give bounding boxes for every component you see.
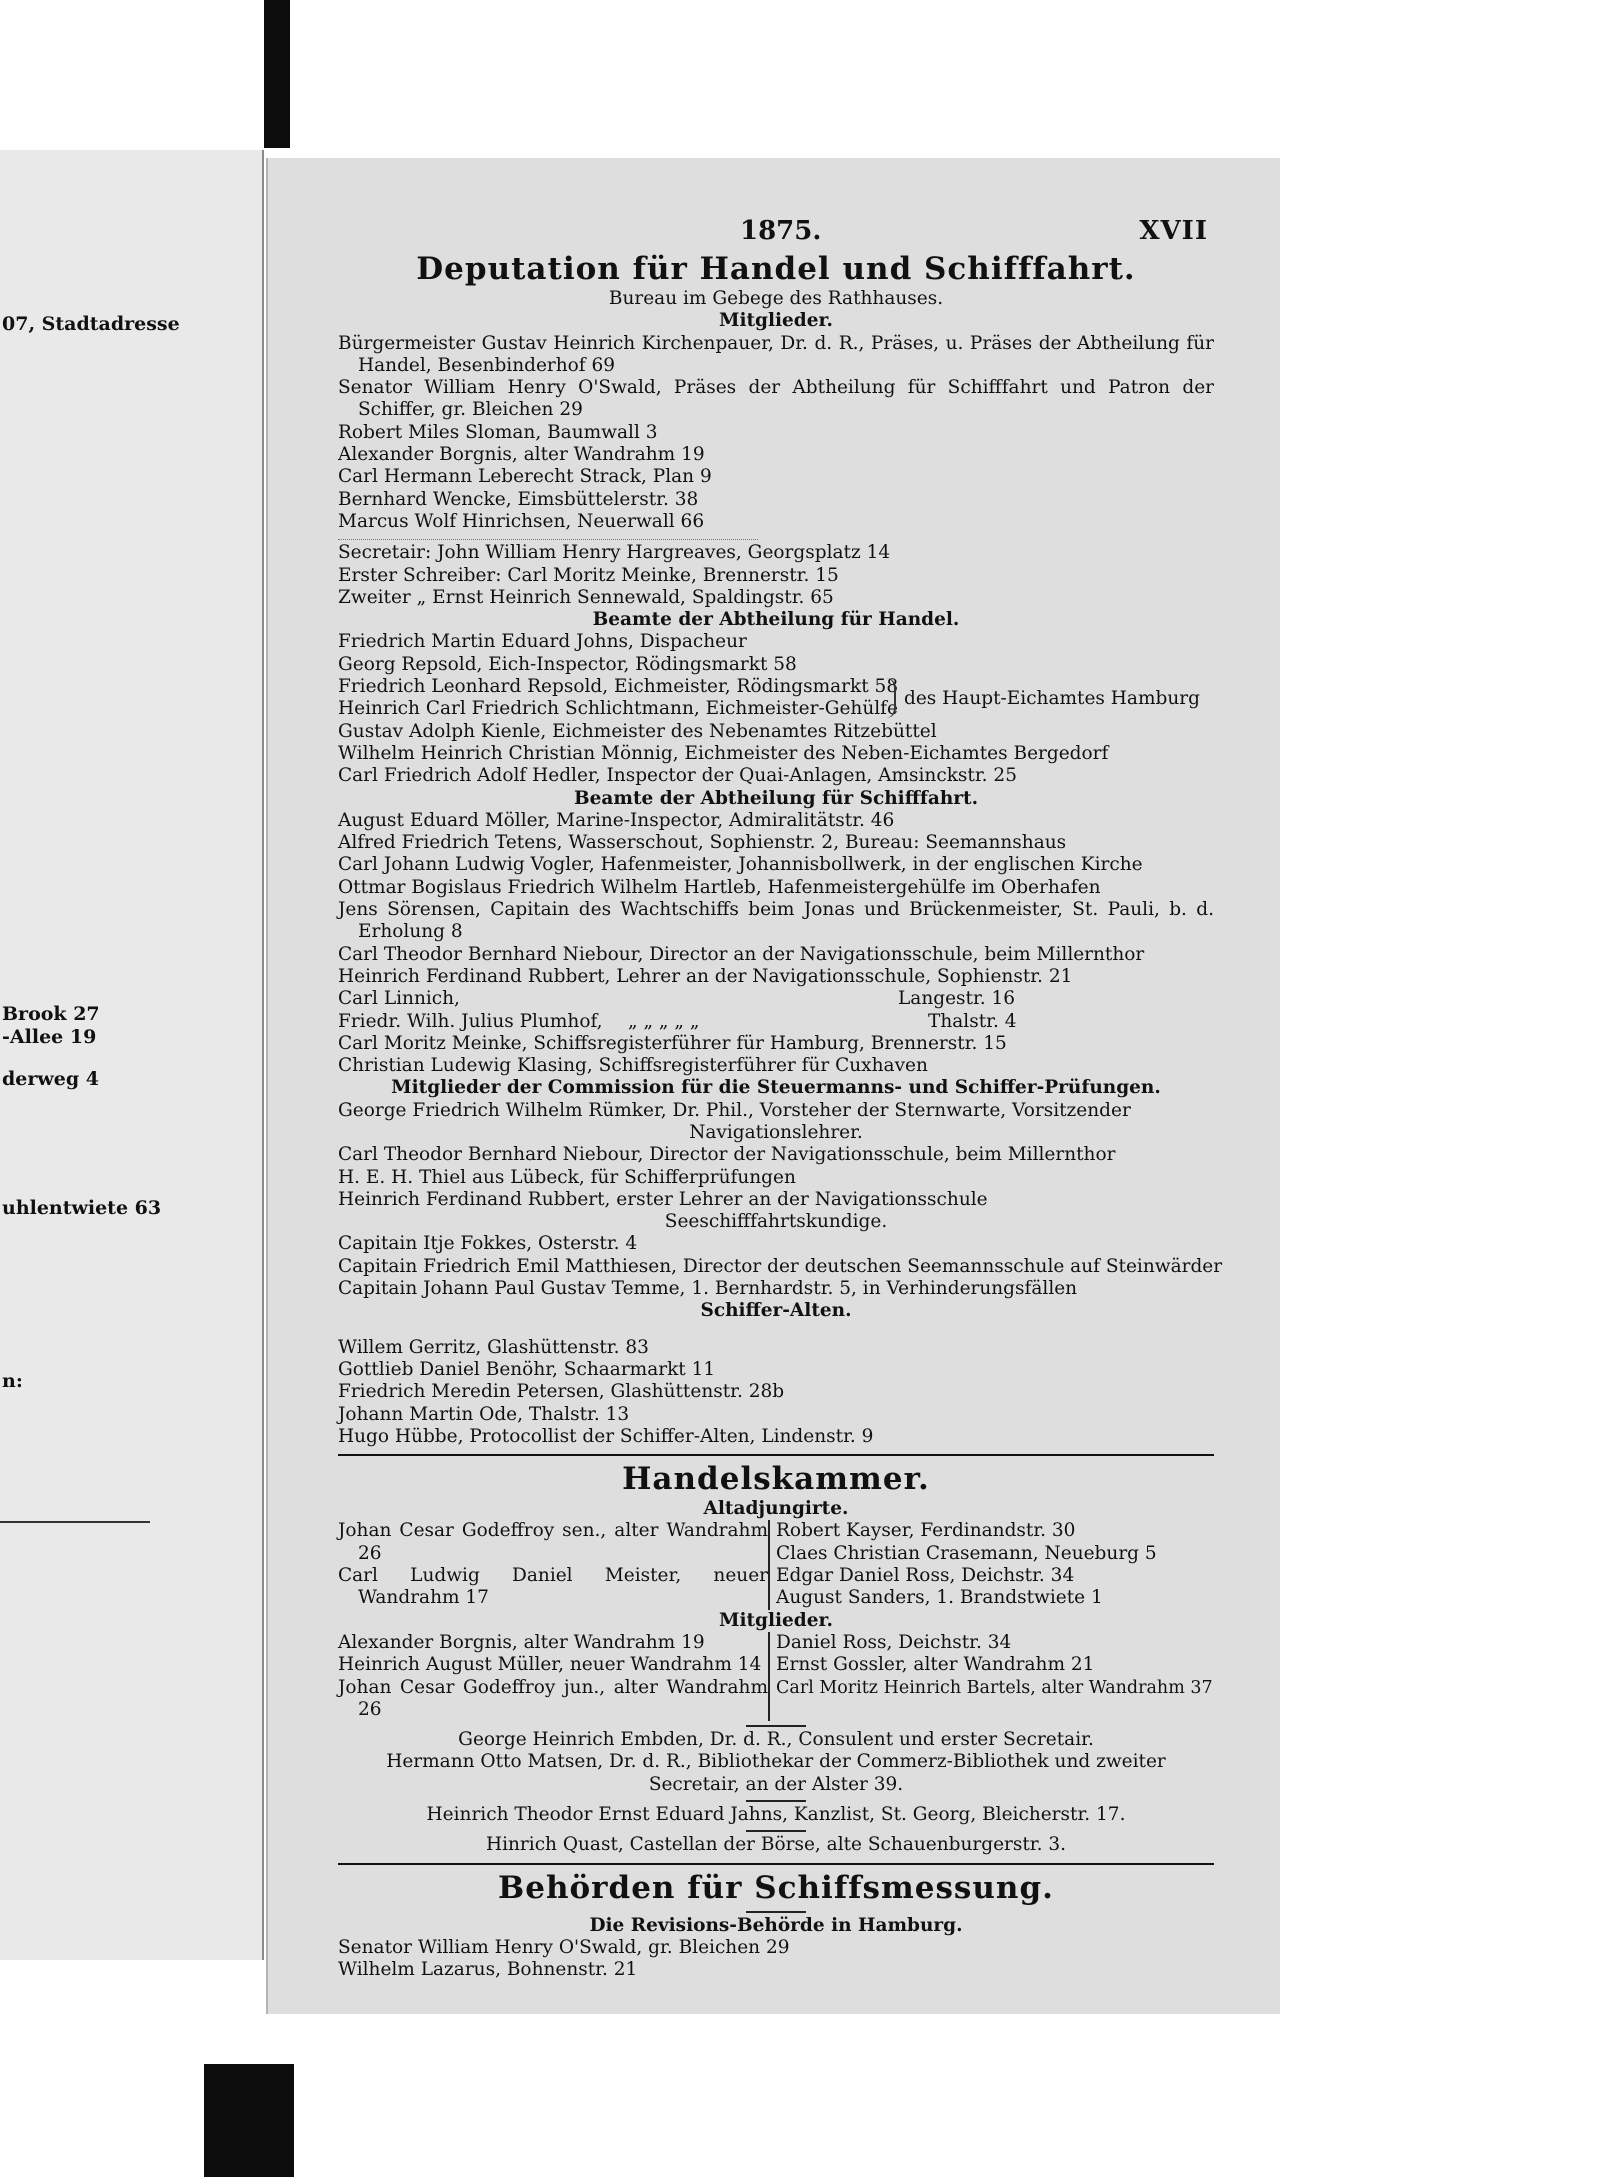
chamber-member-line: Johan Cesar Godeffroy jun., alter Wandrahm 26 (338, 1676, 768, 1720)
official-name: Friedr. Wilh. Julius Plumhof, (338, 1010, 603, 1032)
schiffer-alten-line: Gottlieb Daniel Benöhr, Schaarmarkt 11 (338, 1358, 716, 1380)
official-line: Carl Moritz Meinke, Schiffsregisterführer für Hamburg, Brennerstr. 15 (338, 1032, 1007, 1054)
chamber-members-heading: Mitglieder. (718, 1609, 833, 1631)
official-line (338, 1011, 1214, 1033)
left-page-line: uhlentwiete 63 (2, 1197, 162, 1219)
binding-tab-top (264, 0, 290, 148)
page-header (338, 216, 1214, 250)
section-rule (338, 1863, 1214, 1865)
short-rule (746, 1911, 806, 1913)
official-line: Gustav Adolph Kienle, Eichmeister des Nebenamtes Ritzebüttel (338, 720, 937, 742)
page-content (338, 216, 1223, 1981)
official-line (338, 988, 1214, 1010)
adjuncts-columns (338, 1520, 1214, 1609)
section-title-schiffsmessung: Behörden für Schiffsmessung. (498, 1869, 1054, 1906)
short-rule (746, 1800, 806, 1802)
secretary-line: Zweiter „ Ernst Heinrich Sennewald, Spaldingstr. 65 (338, 586, 834, 608)
official-address: Langestr. 16 (898, 988, 1016, 1010)
official-line: Georg Repsold, Eich-Inspector, Rödingsmarkt 58 (338, 653, 797, 675)
schiffer-alten-line: Willem Gerritz, Glashüttenstr. 83 (338, 1336, 649, 1358)
captain-line: Capitain Friedrich Emil Matthiesen, Director der deutschen Seemannsschule auf Steinwärder (338, 1255, 1223, 1277)
official-line: August Eduard Möller, Marine-Inspector, Admiralitätstr. 46 (338, 809, 895, 831)
ditto-marks: „ „ „ „ „ (628, 1010, 700, 1032)
member-line: Marcus Wolf Hinrichsen, Neuerwall 66 (338, 510, 705, 532)
eichamt-note: des Haupt-Eichamtes Hamburg (904, 688, 1200, 710)
member-line: Carl Hermann Leberecht Strack, Plan 9 (338, 466, 712, 488)
deputation-subtitle: Bureau im Gebege des Rathhauses. (608, 288, 944, 309)
short-rule (746, 1830, 806, 1832)
official-line: Friedrich Leonhard Repsold, Eichmeister, Rödingsmarkt 58 (338, 676, 899, 698)
schiffer-alten-heading: Schiffer-Alten. (700, 1300, 852, 1322)
commission-line: George Friedrich Wilhelm Rümker, Dr. Phil., Vorsteher der Sternwarte, Vorsitzender (338, 1099, 1131, 1121)
left-page-rule (0, 1521, 150, 1523)
commission-heading: Mitglieder der Commission für die Steuermanns- und Schiffer-Prüfungen. (391, 1077, 1161, 1099)
commission-line: H. E. H. Thiel aus Lübeck, für Schifferprüfungen (338, 1166, 796, 1188)
official-line: Wilhelm Heinrich Christian Mönnig, Eichmeister des Neben-Eichamtes Bergedorf (338, 742, 1109, 764)
adjunct-line: Johan Cesar Godeffroy sen., alter Wandrahm 26 (338, 1520, 768, 1564)
revision-authority-heading: Die Revisions-Behörde in Hamburg. (589, 1914, 963, 1936)
captain-line: Capitain Johann Paul Gustav Temme, 1. Bernhardstr. 5, in Verhinderungsfällen (338, 1278, 1078, 1300)
captain-line: Capitain Itje Fokkes, Osterstr. 4 (338, 1233, 638, 1255)
member-line: Bernhard Wencke, Eimsbüttelerstr. 38 (338, 488, 699, 510)
revision-member-line: Senator William Henry O'Swald, gr. Bleichen 29 (338, 1936, 790, 1958)
chamber-members-columns (338, 1632, 1214, 1721)
adjuncts-left-column (338, 1520, 768, 1609)
chamber-kanzlist: Heinrich Theodor Ernst Eduard Jahns, Kanzlist, St. Georg, Bleicherstr. 17. (426, 1804, 1126, 1825)
section-title-deputation: Deputation für Handel und Schifffahrt. (416, 251, 1136, 287)
chamber-castellan: Hinrich Quast, Castellan der Börse, alte Schauenburgerstr. 3. (485, 1834, 1067, 1856)
short-rule (746, 1725, 806, 1727)
left-page-line: derweg 4 (2, 1068, 99, 1090)
member-line: Alexander Borgnis, alter Wandrahm 19 (338, 444, 705, 466)
adjunct-line: Edgar Daniel Ross, Deichstr. 34 (776, 1565, 1075, 1587)
adjunct-line: Carl Ludwig Daniel Meister, neuer Wandrahm 17 (338, 1565, 768, 1609)
official-line: Carl Theodor Bernhard Niebour, Director an der Navigationsschule, beim Millernthor (338, 943, 1145, 965)
left-page-fragment (0, 150, 264, 1960)
revision-member-line: Wilhelm Lazarus, Bohnenstr. 21 (338, 1959, 638, 1981)
official-address: Thalstr. 4 (928, 1010, 1017, 1032)
handel-officials-heading: Beamte der Abtheilung für Handel. (592, 609, 960, 631)
member-line: Senator William Henry O'Swald, Präses der Abtheilung für Schifffahrt und Patron der Schiffer, gr. Bleichen 29 (338, 377, 1214, 421)
official-line: Ottmar Bogislaus Friedrich Wilhelm Hartleb, Hafenmeistergehülfe im Oberhafen (338, 876, 1101, 898)
chamber-member-line: Ernst Gossler, alter Wandrahm 21 (776, 1654, 1095, 1676)
chamber-official: George Heinrich Embden, Dr. d. R., Consulent und erster Secretair. (458, 1729, 1094, 1751)
schiffer-alten-line: Johann Martin Ode, Thalstr. 13 (338, 1403, 630, 1425)
chamber-member-line: Alexander Borgnis, alter Wandrahm 19 (338, 1631, 705, 1653)
chamber-members-left-column (338, 1632, 768, 1721)
official-line: Alfred Friedrich Tetens, Wasserschout, Sophienstr. 2, Bureau: Seemannshaus (338, 832, 1067, 854)
adjunct-line: Claes Christian Crasemann, Neueburg 5 (776, 1542, 1157, 1564)
secretary-line: Secretair: John William Henry Hargreaves, Georgsplatz 14 (338, 542, 891, 564)
chamber-member-line: Daniel Ross, Deichstr. 34 (776, 1631, 1012, 1653)
schiffer-alten-line: Friedrich Meredin Petersen, Glashüttenstr. 28b (338, 1381, 785, 1403)
official-line: Carl Friedrich Adolf Hedler, Inspector der Quai-Anlagen, Amsinckstr. 25 (338, 765, 1017, 787)
commission-role: Navigationslehrer. (689, 1121, 863, 1143)
page-year: 1875. (740, 216, 822, 246)
official-line: Jens Sörensen, Capitain des Wachtschiffs beim Jonas und Brückenmeister, St. Pauli, b. d. Erholung 8 (338, 899, 1214, 943)
schifffahrt-officials-heading: Beamte der Abtheilung für Schifffahrt. (573, 787, 979, 809)
commission-line: Heinrich Ferdinand Rubbert, erster Lehrer an der Navigationsschule (338, 1188, 988, 1210)
secretary-line: Erster Schreiber: Carl Moritz Meinke, Brennerstr. 15 (338, 564, 839, 586)
official-name: Carl Linnich, (338, 988, 460, 1010)
left-page-line: 07, Stadtadresse (2, 313, 180, 335)
spacer (338, 1323, 1214, 1337)
adjuncts-right-column (768, 1520, 1212, 1609)
binding-tab-bottom (204, 2064, 294, 2177)
section-rule (338, 1454, 1214, 1456)
official-line: Christian Ludewig Klasing, Schiffsregisterführer für Cuxhaven (338, 1055, 928, 1077)
adjuncts-heading: Altadjungirte. (703, 1498, 849, 1520)
member-line: Bürgermeister Gustav Heinrich Kirchenpauer, Dr. d. R., Präses, u. Präses der Abtheilung für Handel, Besenbinderhof 69 (338, 332, 1214, 376)
chamber-official: Hermann Otto Matsen, Dr. d. R., Bibliothekar der Commerz-Bibliothek und zweiter Secretair, an der Alster 39. (386, 1751, 1166, 1795)
directory-page (266, 158, 1280, 2014)
member-line: Robert Miles Sloman, Baumwall 3 (338, 421, 658, 443)
brace-bracket (886, 678, 896, 718)
page-number: XVII (1139, 216, 1208, 246)
left-page-line: n: (2, 1370, 23, 1392)
commission-role: Seeschifffahrtskundige. (664, 1211, 888, 1233)
official-line: Carl Johann Ludwig Vogler, Hafenmeister, Johannisbollwerk, in der englischen Kirche (338, 854, 1143, 876)
members-heading: Mitglieder. (718, 310, 833, 332)
schiffer-alten-line: Hugo Hübbe, Protocollist der Schiffer-Alten, Lindenstr. 9 (338, 1425, 874, 1447)
commission-line: Carl Theodor Bernhard Niebour, Director der Navigationsschule, beim Millernthor (338, 1144, 1116, 1166)
official-line: Heinrich Carl Friedrich Schlichtmann, Eichmeister-Gehülfe (338, 698, 898, 720)
dotted-separator (338, 539, 758, 540)
chamber-members-right-column (768, 1632, 1212, 1721)
chamber-member-line: Carl Moritz Heinrich Bartels, alter Wandrahm 37 (776, 1677, 1213, 1698)
section-title-handelskammer: Handelskammer. (622, 1461, 930, 1498)
left-page-line: Brook 27 (2, 1003, 100, 1025)
official-line: Heinrich Ferdinand Rubbert, Lehrer an der Navigationsschule, Sophienstr. 21 (338, 965, 1073, 987)
adjunct-line: Robert Kayser, Ferdinandstr. 30 (776, 1520, 1076, 1542)
left-page-line: -Allee 19 (2, 1026, 97, 1048)
official-line: Friedrich Martin Eduard Johns, Dispacheur (338, 631, 747, 653)
chamber-member-line: Heinrich August Müller, neuer Wandrahm 14 (338, 1654, 762, 1676)
adjunct-line: August Sanders, 1. Brandstwiete 1 (776, 1587, 1103, 1609)
eichamt-group (338, 676, 1214, 721)
